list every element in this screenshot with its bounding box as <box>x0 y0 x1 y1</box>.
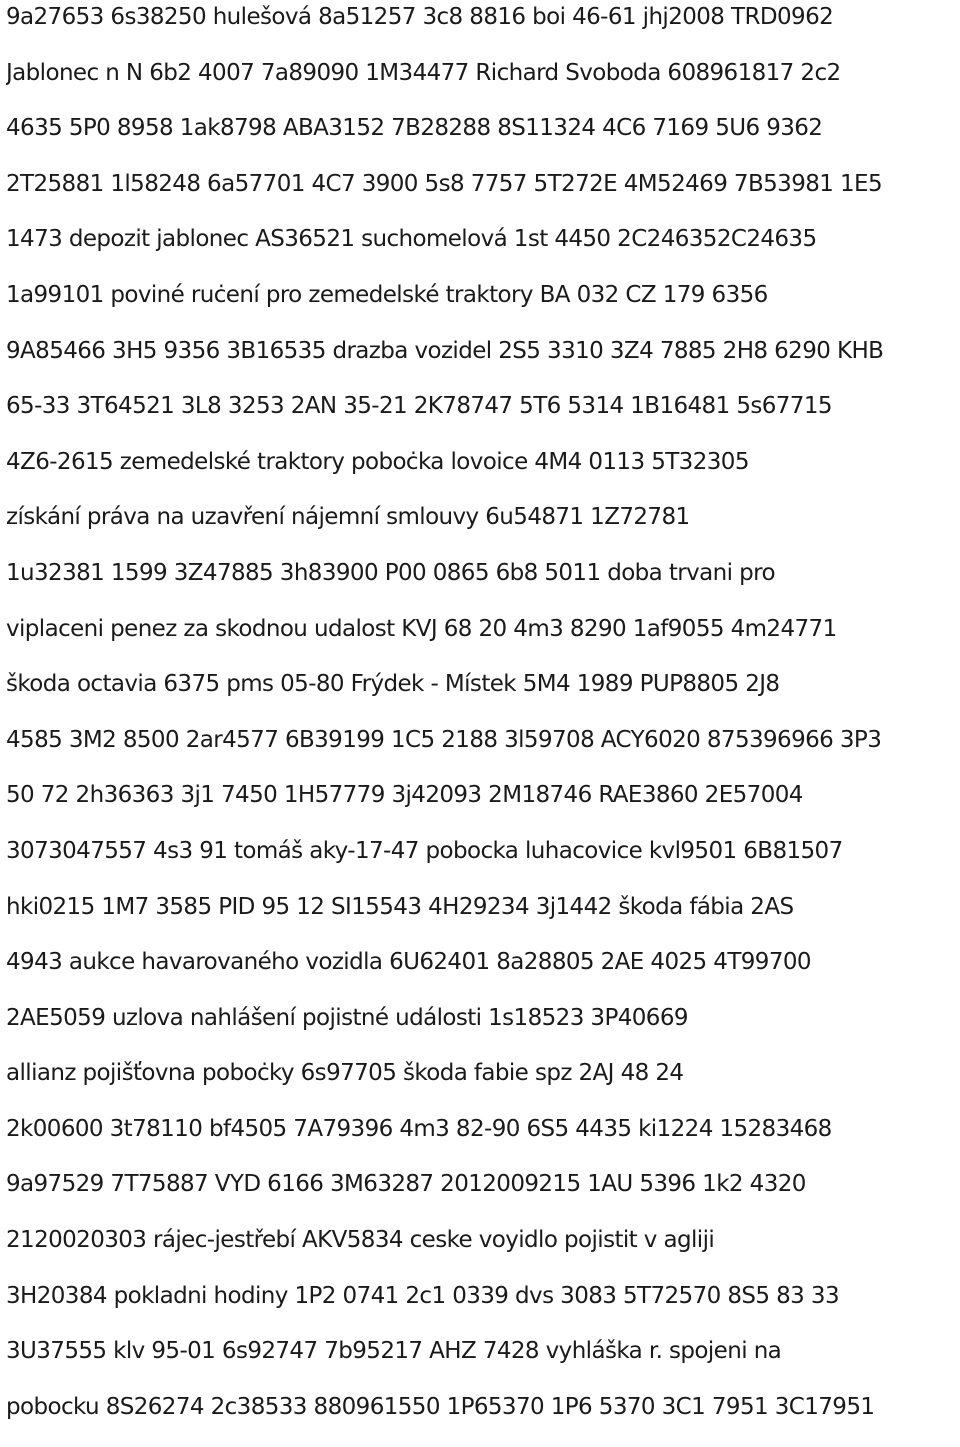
text-line-26: pobocku 8S26274 2c38533 880961550 1P65370 1P6 5370 3C1 7951 3C17951 <box>6 1393 875 1420</box>
text-line-3: 4635 5P0 8958 1ak8798 ABA3152 7B28288 8S11324 4C6 7169 5U6 9362 <box>6 115 823 142</box>
text-line-21: 2k00600 3t78110 bf4505 7A79396 4m3 82-90 6S5 4435 ki1224 15283468 <box>6 1115 832 1142</box>
text-line-19: 2AE5059 uzlova nahlášení pojistné události 1s18523 3P40669 <box>6 1004 688 1031</box>
text-line-25: 3U37555 klv 95-01 6s92747 7b95217 AHZ 7428 vyhláška r. spojeni na <box>6 1338 782 1365</box>
text-line-6: 1a99101 poviné ruċení pro zemedelské traktory BA 032 CZ 179 6356 <box>6 281 768 308</box>
text-line-18: 4943 aukce havarovaného vozidla 6U62401 8a28805 2AE 4025 4T99700 <box>6 949 811 976</box>
text-line-9: 4Z6-2615 zemedelské traktory poboċka lovoice 4M4 0113 5T32305 <box>6 448 749 475</box>
text-line-15: 50 72 2h36363 3j1 7450 1H57779 3j42093 2M18746 RAE3860 2E57004 <box>6 782 803 809</box>
text-line-20: allianz pojišťovna poboċky 6s97705 škoda fabie spz 2AJ 48 24 <box>6 1060 684 1087</box>
text-line-13: škoda octavia 6375 pms 05-80 Frýdek - Místek 5M4 1989 PUP8805 2J8 <box>6 671 780 698</box>
text-line-2: Jablonec n N 6b2 4007 7a89090 1M34477 Richard Svoboda 608961817 2c2 <box>6 59 841 86</box>
text-line-10: získání práva na uzavření nájemní smlouvy 6u54871 1Z72781 <box>6 504 690 531</box>
text-line-4: 2T25881 1l58248 6a57701 4C7 3900 5s8 7757 5T272E 4M52469 7B53981 1E5 <box>6 170 883 197</box>
text-line-11: 1u32381 1599 3Z47885 3h83900 P00 0865 6b8 5011 doba trvani pro <box>6 559 775 586</box>
text-line-24: 3H20384 pokladni hodiny 1P2 0741 2c1 0339 dvs 3083 5T72570 8S5 83 33 <box>6 1282 839 1309</box>
text-line-23: 2120020303 rájec-jestřebí AKV5834 ceske voyidlo pojistit v agliji <box>6 1227 715 1254</box>
text-line-14: 4585 3M2 8500 2ar4577 6B39199 1C5 2188 3l59708 ACY6020 875396966 3P3 <box>6 726 882 753</box>
text-line-8: 65-33 3T64521 3L8 3253 2AN 35-21 2K78747 5T6 5314 1B16481 5s67715 <box>6 393 832 420</box>
text-line-16: 3073047557 4s3 91 tomáš aky-17-47 pobocka luhacovice kvl9501 6B81507 <box>6 837 843 864</box>
text-lines <box>6 0 958 1447</box>
text-line-5: 1473 depozit jablonec AS36521 suchomelová 1st 4450 2C246352C24635 <box>6 226 817 253</box>
text-line-12: viplaceni penez za skodnou udalost KVJ 68 20 4m3 8290 1af9055 4m24771 <box>6 615 837 642</box>
text-line-1: 9a27653 6s38250 hulešová 8a51257 3c8 8816 boi 46-61 jhj2008 TRD0962 <box>6 4 834 30</box>
text-line-22: 9a97529 7T75887 VYD 6166 3M63287 2012009215 1AU 5396 1k2 4320 <box>6 1171 806 1198</box>
text-line-17: hki0215 1M7 3585 PID 95 12 SI15543 4H29234 3j1442 škoda fábia 2AS <box>6 893 794 920</box>
text-line-7: 9A85466 3H5 9356 3B16535 drazba vozidel 2S5 3310 3Z4 7885 2H8 6290 KHB <box>6 337 884 364</box>
